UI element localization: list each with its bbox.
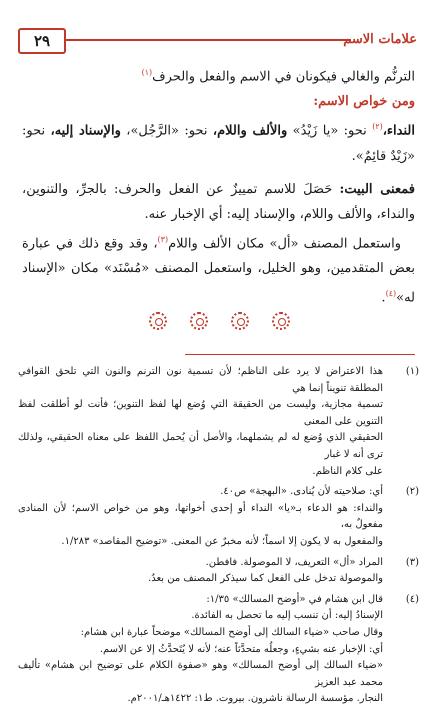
page-number: ٢٩ [18, 28, 66, 54]
term-isnad: والإسناد إليه، [50, 123, 121, 139]
paragraph-5-b: ، وقد وقع ذلك في عبارة بعض المتقدمين، وهو الخليل، واستعمل المصنف «مُسْنَد» مكان «الإسناد له» [22, 235, 415, 306]
ornament-icon [231, 312, 249, 330]
paragraph-1 [22, 60, 415, 89]
footnote-number: (١) [405, 366, 419, 377]
term-meaning: فمعنى البيت: [339, 181, 415, 197]
footnote-line: أي: صلاحيته لأن يُنادى. «البهجة» ص٤٠. [220, 486, 383, 498]
running-title: علامات الاسم [343, 32, 417, 47]
footnote-line: والنداء: هو الدعاء بـ«يا» النداء أو إحدى أخواتها، وهو من خواص الاسم؛ لأن المنادى مفعولٌ به، [18, 502, 383, 531]
footnotes [18, 364, 419, 708]
footnote-line: هذا الاعتراض لا يرد على الناظم؛ لأن تسمية نون الترنم والنون التي تلحق القوافي المطلقة تنويناً إنما هي [18, 366, 383, 394]
footnote-ref-2[interactable]: (٢) [372, 122, 383, 132]
footnote-ref-4[interactable]: (٤) [385, 288, 397, 298]
section-divider-ornaments [0, 312, 439, 334]
footnote-3 [18, 555, 419, 588]
paragraph-5-c: . [381, 290, 386, 306]
footnote-line: الحقيقي الذي وُضع له لم يشملهما، والأصل أن يُحمل اللفظ على معناه الحقيقي، ولذلك ترى أنه لا غبار [18, 432, 383, 460]
footnote-4 [18, 592, 419, 708]
footnote-ref-3[interactable]: (٣) [157, 234, 169, 244]
footnote-ref-1[interactable]: (١) [141, 68, 153, 77]
footnote-line: النجار. مؤسسة الرسالة ناشرون. بيروت. ط١: ١٤٢٢هـ/٢٠٠١م. [127, 693, 383, 705]
footnote-line: وقال صاحب «ضياء السالك إلى أوضح المسالك» موضحاً عبارة ابن هشام: [80, 626, 383, 638]
ornament-icon [190, 312, 208, 330]
example-nida: نحو: «يا زَيْدُ» [287, 123, 367, 139]
header-rule [66, 39, 351, 41]
footnote-line: «ضياء السالك إلى أوضح المسالك» وهو «صفوة الكلام على توضيح ابن هشام» تأليف محمد عبد العزيز [18, 660, 383, 688]
paragraph-5-a: واستعمل المصنف «أل» مكان الألف واللام [168, 235, 401, 251]
paragraph-4 [22, 177, 415, 227]
ornament-icon [149, 312, 167, 330]
example-isnad: نحو: «زَيْدٌ قائِمٌ». [22, 123, 415, 164]
footnote-2 [18, 484, 419, 550]
main-text [22, 60, 415, 310]
paragraph-1-text: الترنُّم والغالي فيكونان في الاسم والفعل والحرف [152, 69, 415, 85]
paragraph-5 [22, 227, 415, 311]
footnote-line: تسمية مجازية، وليست من الحقيقة التي وُضع لها لفظ التنوين؛ فأنت لو أطلقت لفظ التنوين على المعنى [18, 399, 383, 427]
example-alif-lam: نحو: «الرَّجُل»، [120, 123, 213, 139]
footnote-line: والموصولة تدخل على الفعل كما سيذكر المصنف من بعدُ. [148, 573, 383, 585]
footnote-line: والمفعول به لا يكون إلا اسماً؛ لأنه مخبرٌ عن المعنى. «توضيح المقاصد» ١/٢٨٣. [61, 535, 383, 547]
footnote-number: (٤) [405, 593, 419, 605]
section-heading: ومن خواص الاسم: [313, 94, 415, 110]
footnote-line: أي: الإخبار عنه بشيءٍ، وجعلُه متحدَّثاً عنه؛ لأنه لا يُتَحدَّثُ إلا عن الاسم. [99, 643, 383, 655]
footnote-number: (٣) [405, 556, 419, 568]
footnote-line: قال ابن هشام في «أوضح المسالك» ١/٣٥: [206, 593, 383, 605]
footnote-separator [185, 354, 415, 355]
term-nida: النداء، [382, 123, 415, 139]
page-header [18, 28, 417, 54]
term-alif-lam: والألف واللام، [212, 123, 288, 139]
footnote-1 [18, 364, 419, 480]
footnote-line: على كلام الناظم. [312, 465, 383, 477]
paragraph-4-text: حَصَلَ للاسم تمييزٌ عن الفعل والحرف: بالجرِّ، والتنوين، والنداء، والألف واللام، والإسناد إليه: أي الإخبار عنه. [22, 181, 415, 222]
footnote-number: (٢) [405, 486, 419, 498]
footnote-line: المراد «أل» التعريف، لا الموصولة. فافطن. [205, 556, 383, 568]
paragraph-3 [22, 114, 415, 168]
ornament-icon [272, 312, 290, 330]
footnote-line: الإسنادُ إليه: أن تنسب إليه ما تحصل به الفائدة. [191, 610, 383, 622]
